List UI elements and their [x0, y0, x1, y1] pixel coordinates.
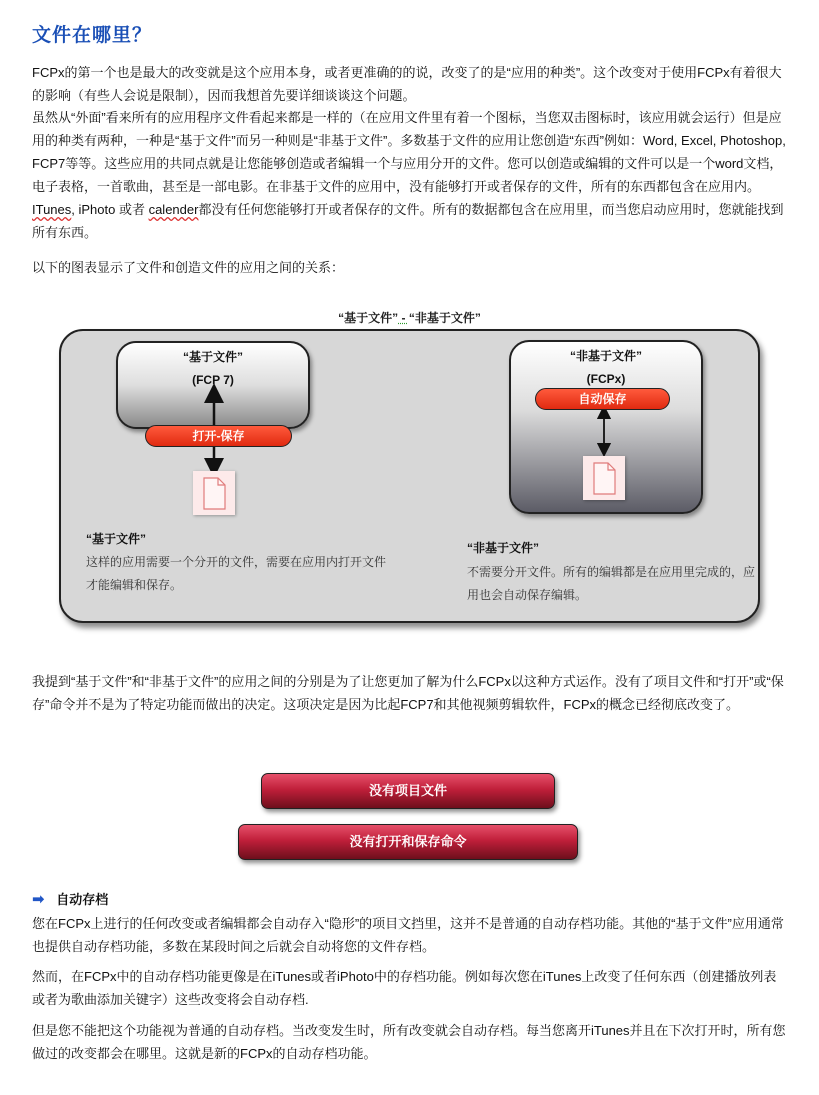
- caption-separator: -: [398, 311, 409, 325]
- document-icon-left: [193, 471, 235, 515]
- autosave-paragraph-2: 然而，在FCPx中的自动存档功能更像是在iTunes或者iPhoto中的存档功能。例如每次您在iTunes上改变了任何东西（创建播放列表或者为歌曲添加关键字）这些改变将会自动存档.: [32, 969, 777, 1007]
- calender-spellcheck-word: calender: [148, 202, 199, 217]
- autosave-paragraph-3: 但是您不能把这个功能视为普通的自动存档。当改变发生时，所有改变就会自动存档。每当您离开iTunes并且在下次打开时，所有您做过的改变都会在哪里。这就是新的FCPx的自动存档功能。: [32, 1023, 786, 1061]
- autosave-pill: 自动保存: [535, 388, 670, 410]
- non-file-based-box-title: “非基于文件”: [569, 349, 642, 363]
- autosave-heading: [32, 889, 108, 908]
- intro-paragraph-3: 以下的图表显示了文件和创造文件的应用之间的关系：: [32, 260, 345, 275]
- open-save-pill: 打开-保存: [145, 425, 292, 447]
- p2-part-a: 虽然从“外面”看来所有的应用程序文件看起来都是一样的（在应用文件里有着一个图标，当您双击图标时，该应用就会运行）但是应用的种类有两种，一种是“基于文件”而另一种则是“非基于文件”。多数基于文件的应用让您创造“东西”例如：Word, Excel, Photoshop, FCP7等等。这些应用的共同点就是让您能够创造或者编辑一个与应用分开的文件。您可以创造或编辑的文件可以是一个word文档，电子表格，一首歌曲，甚至是一部电影。在非基于文件的应用中，没有能够打开或者保存的文件，所有的东西都包含在应用内。: [32, 110, 786, 194]
- file-based-box-subtitle: (FCP 7): [192, 373, 234, 387]
- document-icon-right: [583, 456, 625, 500]
- p2-part-c: 都没有任何您能够打开或者保存的文件。所有的数据都包含在应用里，而当您启动应用时，您就能找到所有东西。: [32, 202, 784, 240]
- itunes-spellcheck-word: ITunes: [32, 202, 72, 217]
- explanation-paragraph: 我提到“基于文件”和“非基于文件”的应用之间的分别是为了让您更加了解为什么FCPx以这种方式运作。没有了项目文件和“打开”或“保存”命令并不是为了特定功能而做出的决定。这项决定是因为比起FCP7和其他视频剪辑软件，FCPx的概念已经彻底改变了。: [32, 674, 784, 712]
- non-file-based-box-subtitle: (FCPx): [586, 372, 626, 386]
- non-file-based-description: 不需要分开文件。所有的编辑都是在应用里完成的，应用也会自动保存编辑。: [467, 565, 756, 602]
- non-file-based-heading: “非基于文件”: [467, 541, 540, 555]
- arrow-right-icon: ➡: [32, 891, 45, 908]
- caption-left: “基于文件”: [338, 311, 399, 325]
- no-open-save-banner: 没有打开和保存命令: [238, 824, 578, 860]
- file-based-heading: “基于文件”: [86, 532, 147, 546]
- intro-paragraph-1: FCPx的第一个也是最大的改变就是这个应用本身，或者更准确的的说，改变了的是“应用的种类”。这个改变对于使用FCPx有着很大的影响（有些人会说是限制），因而我想首先要详细谈谈这个问题。: [32, 65, 782, 103]
- autosave-paragraph-1: 您在FCPx上进行的任何改变或者编辑都会自动存入“隐形”的项目文挡里，这并不是普通的自动存档功能。其他的“基于文件”应用通常也提供自动存档功能，多数在某段时间之后就会自动将您的文件存档。: [32, 916, 784, 954]
- p2-part-b: , iPhoto 或者: [71, 202, 149, 217]
- file-based-box-title: “基于文件”: [182, 350, 243, 364]
- file-based-description: 这样的应用需要一个分开的文件，需要在应用内打开文件才能编辑和保存。: [86, 555, 387, 592]
- autosave-heading-label: 自动存档: [56, 892, 109, 907]
- caption-right: “非基于文件”: [408, 311, 481, 325]
- no-project-file-banner: 没有项目文件: [261, 773, 555, 809]
- page-title: 文件在哪里？: [32, 25, 153, 46]
